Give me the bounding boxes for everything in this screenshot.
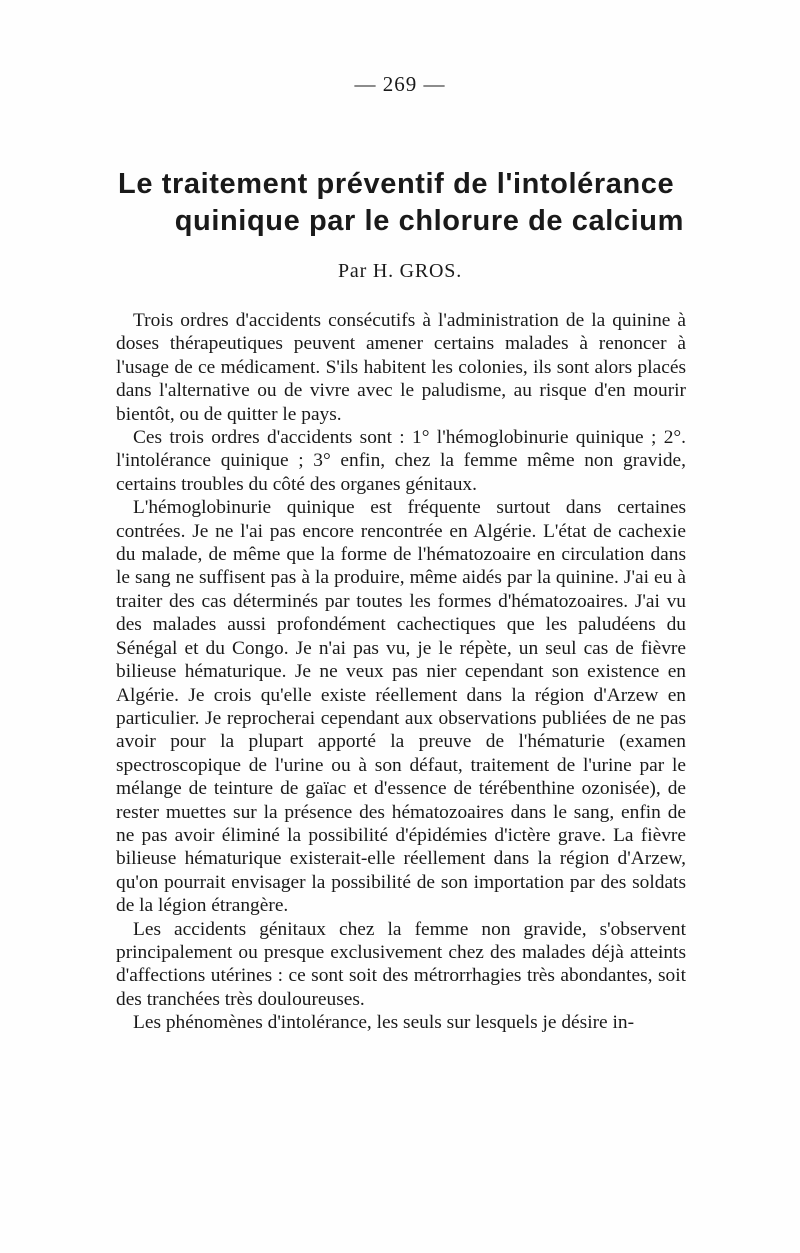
paragraph: Les phénomènes d'intolérance, les seuls sur lesquels je désire in- <box>133 1012 635 1034</box>
paragraph: Les accidents génitaux chez la femme non gravide, s'observent principalement ou presque exclusivement chez des malades déjà atteints d'affections utérines : ce sont soit des métrorrhagies très abondantes, soit des tranchées très douloureuses. <box>116 918 686 1010</box>
page-number: — 269 — <box>354 72 446 96</box>
paragraph: L'hémoglobinurie quinique est fréquente surtout dans certaines contrées. Je ne l'ai pas encore rencontrée en Algérie. L'état de cachexie du malade, de même que la forme de l'hématozoaire en circulation dans le sang ne suffisent pas à la produire, même aidés par la quinine. J'ai eu à traiter des cas déterminés par toutes les formes d'hématozoaires. J'ai vu des malades aussi profondément cachectiques que les paludéens du Sénégal et du Congo. Je n'ai pas vu, je le répète, un seul cas de fièvre bilieuse hématurique. Je ne veux pas nier cependant son existence en Algérie. Je crois qu'elle existe réellement dans la région d'Arzew en particulier. Je reprocherai cependant aux observations publiées de ne pas avoir pour la plupart apporté la preuve de l'hématurie (examen spectroscopique de l'urine ou à son défaut, traitement de l'urine par le mélange de teinture de gaïac et d'essence de térébenthine ozonisée), de rester muettes sur la présence des hématozoaires dans le sang, enfin de ne pas avoir éliminé la possibilité d'épidémies d'ictère grave. La fièvre bilieuse hématurique existerait-elle réellement dans la région d'Arzew, qu'on pourrait envisager la possibilité de son importation par des soldats de la légion étrangère. <box>116 497 686 917</box>
article-body <box>116 309 686 1035</box>
paragraph: Trois ordres d'accidents consécutifs à l'administration de la quinine à doses thérapeutiques peuvent amener certains malades à renoncer à l'usage de ce médicament. S'ils habitent les colonies, ils sont alors placés dans l'alternative ou de vivre avec le paludisme, au risque d'en mourir bientôt, ou de quitter le pays. <box>116 310 686 425</box>
article-title-line-1: Le traitement préventif de l'intolérance <box>118 168 675 200</box>
paragraph: Ces trois ordres d'accidents sont : 1° l'hémoglobinurie quinique ; 2°. l'intolérance quinique ; 3° enfin, chez la femme même non gravide, certains troubles du côté des organes génitaux. <box>116 427 686 495</box>
article-author: Par H. GROS. <box>337 260 463 282</box>
article-title-line-2: quinique par le chlorure de calcium <box>174 205 684 237</box>
